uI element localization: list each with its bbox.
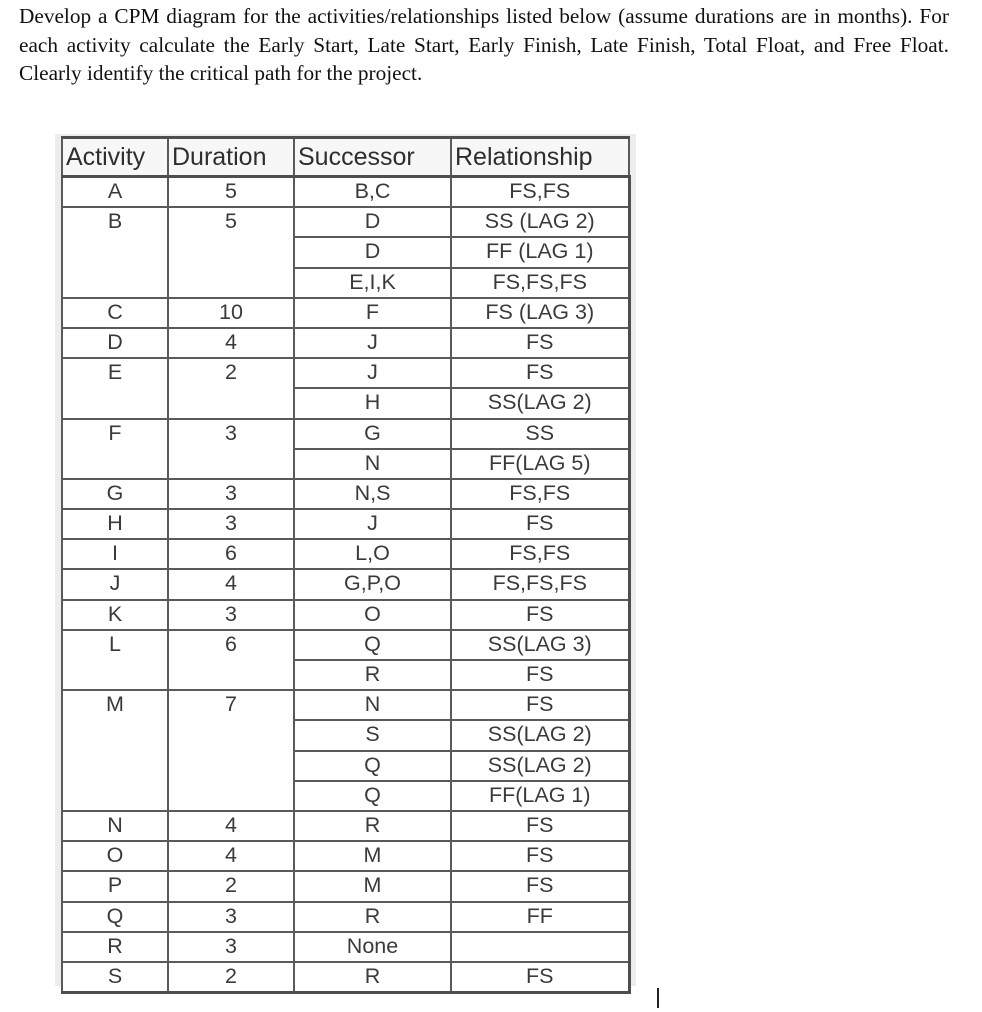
table-row	[62, 539, 629, 569]
successor-cell: O	[294, 600, 451, 630]
duration-cell: 4	[168, 328, 294, 358]
duration-cell: 4	[168, 811, 294, 841]
duration-cell: 3	[168, 509, 294, 539]
table-row	[62, 298, 629, 328]
successor-cell: F	[294, 298, 451, 328]
duration-cell: 3	[168, 902, 294, 932]
successor-cell: E,I,K	[294, 268, 451, 298]
duration-cell: 3	[168, 479, 294, 509]
successor-cell: N	[294, 449, 451, 479]
duration-cell: 5	[168, 207, 294, 298]
table-row	[62, 569, 629, 599]
table-row	[62, 419, 629, 449]
successor-cell: R	[294, 811, 451, 841]
relationship-cell: FS	[451, 600, 629, 630]
successor-cell: N,S	[294, 479, 451, 509]
successor-cell: D	[294, 237, 451, 267]
header-duration: Duration	[168, 138, 294, 177]
duration-cell: 3	[168, 419, 294, 479]
relationship-cell: FS	[451, 358, 629, 388]
header-relationship: Relationship	[451, 138, 629, 177]
activity-cell: R	[62, 932, 168, 962]
table-row	[62, 902, 629, 932]
activity-cell: M	[62, 690, 168, 811]
activity-cell: E	[62, 358, 168, 418]
table-row	[62, 479, 629, 509]
text-cursor	[657, 988, 659, 1008]
relationship-cell: FS,FS,FS	[451, 268, 629, 298]
duration-cell: 2	[168, 962, 294, 993]
successor-cell: R	[294, 902, 451, 932]
table-row	[62, 841, 629, 871]
activity-cell: N	[62, 811, 168, 841]
successor-cell: R	[294, 962, 451, 993]
table-row	[62, 358, 629, 388]
successor-cell: None	[294, 932, 451, 962]
duration-cell: 5	[168, 177, 294, 208]
table-header-row	[62, 138, 629, 177]
activity-cell: P	[62, 871, 168, 901]
successor-cell: B,C	[294, 177, 451, 208]
relationship-cell: FS,FS	[451, 177, 629, 208]
relationship-cell: FS	[451, 328, 629, 358]
successor-cell: M	[294, 841, 451, 871]
table-row	[62, 207, 629, 237]
table-row	[62, 630, 629, 660]
duration-cell: 10	[168, 298, 294, 328]
duration-cell: 6	[168, 630, 294, 690]
successor-cell: R	[294, 660, 451, 690]
relationship-cell: SS(LAG 2)	[451, 720, 629, 750]
relationship-cell: SS(LAG 2)	[451, 751, 629, 781]
activity-cell: J	[62, 569, 168, 599]
activity-table	[61, 136, 631, 994]
table-body	[62, 177, 629, 993]
duration-cell: 3	[168, 932, 294, 962]
table-row	[62, 509, 629, 539]
activity-table-frame	[55, 134, 636, 986]
relationship-cell: FF	[451, 902, 629, 932]
relationship-cell: FS,FS	[451, 479, 629, 509]
relationship-cell: SS	[451, 419, 629, 449]
duration-cell: 6	[168, 539, 294, 569]
successor-cell: G,P,O	[294, 569, 451, 599]
relationship-cell: FS	[451, 509, 629, 539]
activity-cell: H	[62, 509, 168, 539]
successor-cell: J	[294, 328, 451, 358]
successor-cell: Q	[294, 781, 451, 811]
activity-cell: A	[62, 177, 168, 208]
relationship-cell: FF(LAG 1)	[451, 781, 629, 811]
successor-cell: Q	[294, 751, 451, 781]
activity-cell: B	[62, 207, 168, 298]
activity-cell: C	[62, 298, 168, 328]
relationship-cell: FF (LAG 1)	[451, 237, 629, 267]
relationship-cell: FS (LAG 3)	[451, 298, 629, 328]
table-row	[62, 871, 629, 901]
duration-cell: 2	[168, 871, 294, 901]
successor-cell: Q	[294, 630, 451, 660]
successor-cell: S	[294, 720, 451, 750]
table-row	[62, 328, 629, 358]
successor-cell: N	[294, 690, 451, 720]
activity-cell: G	[62, 479, 168, 509]
activity-cell: O	[62, 841, 168, 871]
successor-cell: D	[294, 207, 451, 237]
relationship-cell: FS	[451, 962, 629, 993]
activity-cell: D	[62, 328, 168, 358]
relationship-cell: SS (LAG 2)	[451, 207, 629, 237]
table-row	[62, 932, 629, 962]
duration-cell: 7	[168, 690, 294, 811]
activity-cell: I	[62, 539, 168, 569]
duration-cell: 3	[168, 600, 294, 630]
duration-cell: 4	[168, 569, 294, 599]
relationship-cell: FF(LAG 5)	[451, 449, 629, 479]
duration-cell: 2	[168, 358, 294, 418]
relationship-cell: SS(LAG 2)	[451, 388, 629, 418]
table-row	[62, 177, 629, 208]
relationship-cell: SS(LAG 3)	[451, 630, 629, 660]
activity-cell: K	[62, 600, 168, 630]
table-row	[62, 600, 629, 630]
successor-cell: M	[294, 871, 451, 901]
table-row	[62, 962, 629, 993]
relationship-cell: FS	[451, 811, 629, 841]
table-row	[62, 811, 629, 841]
problem-statement: Develop a CPM diagram for the activities/relationships listed below (assume durations are in months). For each activity calculate the Early Start, Late Start, Early Finish, Late Finish, Total Float, and Free Float. Clearly identify the critical path for the project.	[19, 4, 949, 85]
relationship-cell: FS	[451, 841, 629, 871]
successor-cell: J	[294, 509, 451, 539]
relationship-cell	[451, 932, 629, 962]
relationship-cell: FS	[451, 660, 629, 690]
activity-cell: L	[62, 630, 168, 690]
table-row	[62, 690, 629, 720]
activity-cell: S	[62, 962, 168, 993]
activity-cell: Q	[62, 902, 168, 932]
duration-cell: 4	[168, 841, 294, 871]
successor-cell: H	[294, 388, 451, 418]
relationship-cell: FS,FS,FS	[451, 569, 629, 599]
relationship-cell: FS	[451, 871, 629, 901]
header-activity: Activity	[62, 138, 168, 177]
successor-cell: L,O	[294, 539, 451, 569]
relationship-cell: FS,FS	[451, 539, 629, 569]
header-successor: Successor	[294, 138, 451, 177]
successor-cell: J	[294, 358, 451, 388]
relationship-cell: FS	[451, 690, 629, 720]
successor-cell: G	[294, 419, 451, 449]
activity-cell: F	[62, 419, 168, 479]
